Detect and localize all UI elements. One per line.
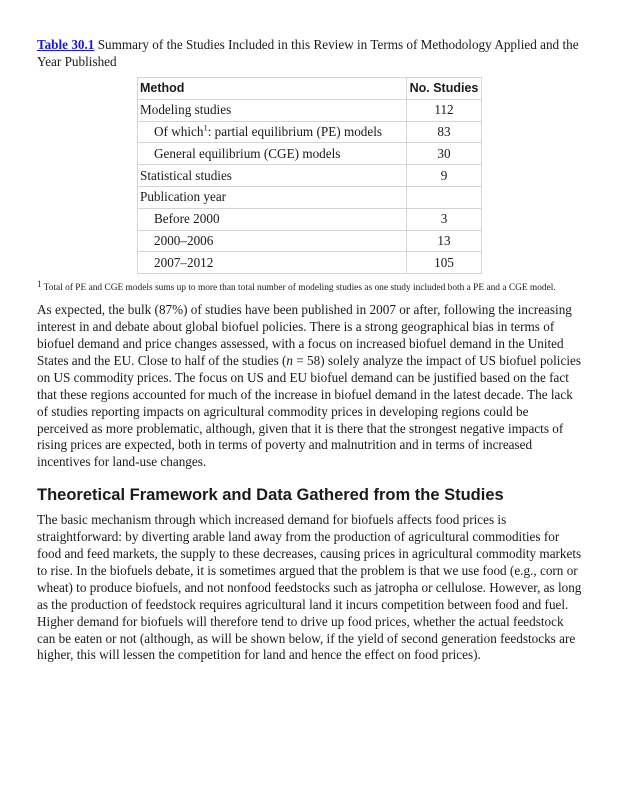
table-footnote — [37, 279, 582, 295]
count-cell: 30 — [407, 143, 482, 165]
method-cell-text: Of which — [154, 123, 204, 139]
table-row — [138, 208, 482, 230]
count-cell: 13 — [407, 230, 482, 252]
table-row — [138, 186, 482, 208]
paragraph-text: As expected, the bulk (87%) of studies have been published in 2007 or after, following the increasing interest in and debate about global biofuel policies. There is a strong geographical bias in terms of biofuel demand and price changes assessed, with a focus on increased biofuel demand in the United States and the EU. Close to half of the studies ( — [37, 302, 572, 368]
footnote-mark: 1 — [37, 279, 42, 290]
footnote-ref: 1 — [203, 122, 208, 133]
count-column-header: No. Studies — [407, 78, 482, 100]
count-cell: 105 — [407, 252, 482, 274]
table-row — [138, 252, 482, 274]
count-cell: 3 — [407, 208, 482, 230]
summary-table-wrapper — [137, 77, 482, 274]
table-header-row — [138, 78, 482, 100]
method-cell: 2007–2012 — [138, 252, 407, 274]
count-cell: 9 — [407, 165, 482, 187]
paragraph-text: = 58) solely analyze the impact of US biofuel policies on US commodity prices. The focus on US and EU biofuel demand can be justified based on the fact that these regions accounted for much of the increase in biofuel demand in the latest decade. The lack of studies reporting impacts on agricultural commodity prices in developing regions could be perceived as more problematic, although, given that it is there that the strongest negative impacts of rising prices are expected, both in terms of poverty and malnutrition and in terms of increased incentives for land-use changes. — [37, 352, 581, 470]
method-cell: Statistical studies — [138, 165, 407, 187]
table-row — [138, 121, 482, 143]
summary-table — [137, 77, 482, 274]
method-cell: Before 2000 — [138, 208, 407, 230]
table-row — [138, 165, 482, 187]
body-paragraph-2: The basic mechanism through which increased demand for biofuels affects food prices is straightforward: by diverting arable land away from the production of agricultural commodities for food and feed markets, the supply to these decreases, causing prices in agricultural commodity markets to rise. In the biofuels debate, it is sometimes argued that the problem is that we use food (e.g., corn or wheat) to produce biofuels, and not nonfood feedstocks such as jatropha or cellulose. However, as long as the production of feedstock requires agricultural land it incurs competition between food and fuel. Higher demand for biofuels will therefore tend to drive up food prices, whether the actual feedstock can be eaten or not (although, as will be shown below, if the yield of second generation feedstocks are higher, this will lessen the competition for land and hence the effect on food prices). — [37, 512, 582, 663]
section-heading: Theoretical Framework and Data Gathered from the Studies — [37, 486, 504, 505]
table-link[interactable]: Table 30.1 — [37, 37, 95, 52]
method-cell: 2000–2006 — [138, 230, 407, 252]
body-paragraph-1 — [37, 302, 582, 471]
method-cell-text: : partial equilibrium (PE) models — [207, 123, 383, 139]
count-cell: 83 — [407, 121, 482, 143]
method-column-header: Method — [138, 78, 407, 100]
method-cell — [138, 121, 407, 143]
count-cell — [407, 186, 482, 208]
table-row — [138, 230, 482, 252]
table-caption — [37, 36, 582, 70]
method-cell: General equilibrium (CGE) models — [138, 143, 407, 165]
paragraph-italic: n — [286, 352, 294, 368]
table-row — [138, 99, 482, 121]
method-cell: Modeling studies — [138, 99, 407, 121]
count-cell: 112 — [407, 99, 482, 121]
footnote-text: Total of PE and CGE models sums up to more than total number of modeling studies as one study included both a PE and a CGE model. — [41, 283, 556, 294]
table-caption-text: Summary of the Studies Included in this Review in Terms of Methodology Applied and the Year Published — [37, 37, 579, 69]
document-page — [37, 36, 582, 664]
table-row — [138, 143, 482, 165]
method-cell: Publication year — [138, 186, 407, 208]
